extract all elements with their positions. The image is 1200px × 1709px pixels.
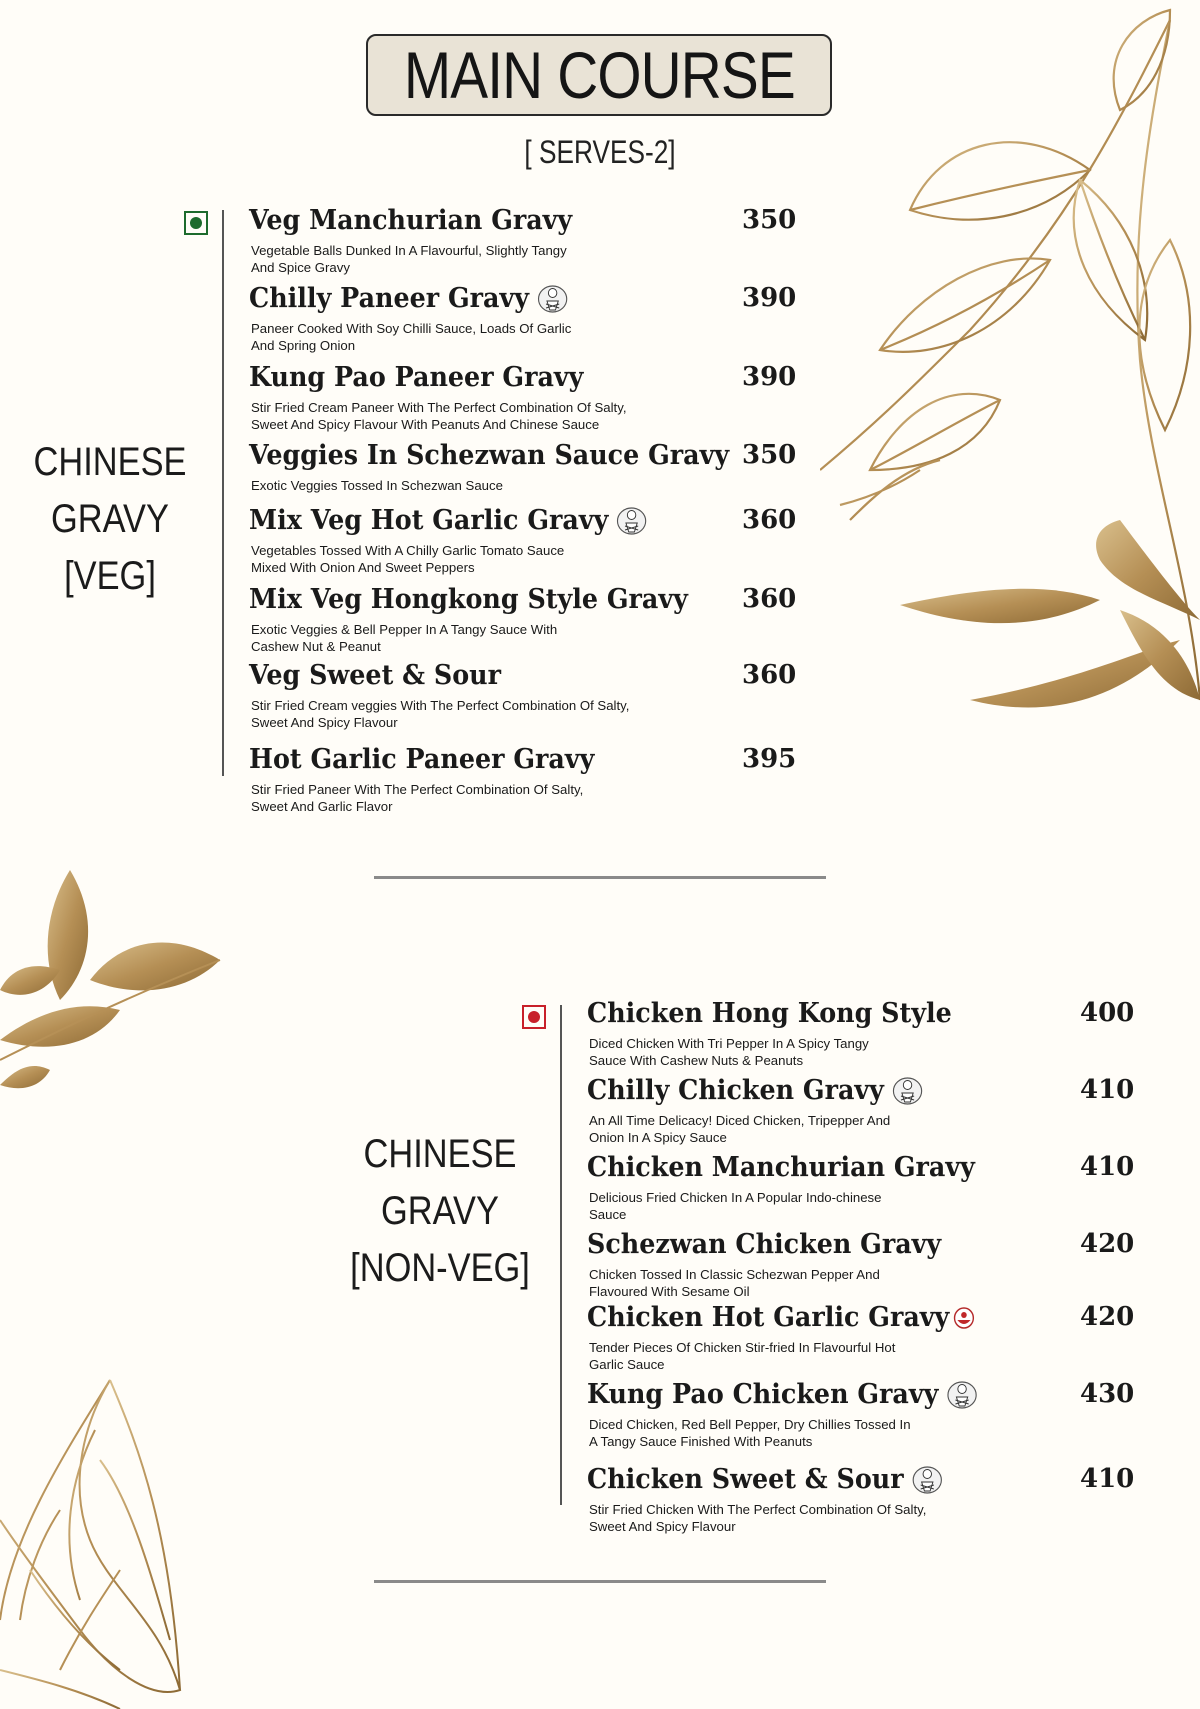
menu-item-description-line: Diced Chicken With Tri Pepper In A Spicy Tangy (589, 1036, 869, 1051)
menu-item-price: 360 (742, 505, 797, 535)
menu-item-name-row (587, 1152, 975, 1183)
menu-item (249, 283, 802, 353)
menu-item-price: 410 (1080, 1152, 1135, 1182)
menu-item-description-line: Mixed With Onion And Sweet Peppers (251, 560, 475, 575)
menu-item-description-line: Sweet And Garlic Flavor (251, 799, 393, 814)
menu-item-description-line: Stir Fried Cream Paneer With The Perfect Combination Of Salty, (251, 400, 627, 415)
menu-item-description-line: Diced Chicken, Red Bell Pepper, Dry Chillies Tossed In (589, 1417, 911, 1432)
menu-item-description-line: Vegetables Tossed With A Chilly Garlic Tomato Sauce (251, 543, 565, 558)
menu-item-description-line: Exotic Veggies Tossed In Schezwan Sauce (251, 478, 503, 493)
menu-item-description-line: Vegetable Balls Dunked In A Flavourful, Slightly Tangy (251, 243, 567, 258)
menu-item-price: 390 (742, 283, 797, 313)
menu-item-description-line: Onion In A Spicy Sauce (589, 1130, 727, 1145)
menu-item-description-line: Sauce With Cashew Nuts & Peanuts (589, 1053, 804, 1068)
page-title: MAIN COURSE (403, 38, 795, 112)
menu-item-name: Chilly Paneer Gravy (249, 283, 529, 314)
veg-indicator-icon (184, 211, 208, 235)
category-label-veg (33, 434, 188, 605)
menu-item-description (589, 1501, 926, 1535)
menu-item (587, 998, 1140, 1068)
menu-item (249, 584, 802, 654)
menu-item-name-row (249, 660, 501, 691)
category-label-line: [NON-VEG] (350, 1246, 530, 1290)
menu-item-description (251, 621, 557, 655)
chef-special-icon (616, 506, 648, 536)
menu-item (587, 1152, 1140, 1222)
section-divider-horizontal (374, 876, 826, 879)
menu-item-description-line: Stir Fried Cream veggies With The Perfect Combination Of Salty, (251, 698, 630, 713)
menu-item-name-row (249, 283, 568, 314)
menu-item-description (589, 1112, 890, 1146)
category-label-line: GRAVY (51, 497, 169, 541)
menu-item-description (589, 1189, 881, 1223)
category-label-line: [VEG] (64, 554, 156, 598)
menu-item-name: Chicken Hong Kong Style (587, 998, 952, 1029)
menu-item-description (251, 542, 564, 576)
section-divider-horizontal (374, 1580, 826, 1583)
menu-item-price: 400 (1080, 998, 1135, 1028)
menu-item-name-row (249, 584, 688, 615)
menu-item-name: Schezwan Chicken Gravy (587, 1229, 942, 1260)
menu-item-description (251, 781, 583, 815)
menu-item-name: Veg Manchurian Gravy (249, 205, 573, 236)
menu-item-description (251, 320, 571, 354)
category-label-line: CHINESE (33, 440, 187, 484)
menu-item-price: 410 (1080, 1075, 1135, 1105)
menu-item-description-line: And Spice Gravy (251, 260, 350, 275)
menu-item (249, 440, 802, 510)
menu-item-price: 420 (1080, 1229, 1135, 1259)
menu-item-description (251, 697, 629, 731)
menu-item-description-line: Paneer Cooked With Soy Chilli Sauce, Loads Of Garlic (251, 321, 572, 336)
gold-leaf-decoration-bottom-left (0, 1370, 200, 1709)
menu-item (249, 744, 802, 814)
menu-item (587, 1464, 1140, 1534)
menu-item-description-line: An All Time Delicacy! Diced Chicken, Tripepper And (589, 1113, 891, 1128)
non-veg-indicator-icon (522, 1005, 546, 1029)
section-divider-vertical (560, 1005, 562, 1505)
menu-item-name: Kung Pao Paneer Gravy (249, 362, 584, 393)
menu-item (249, 362, 802, 432)
menu-item-name-row (249, 744, 594, 775)
menu-item-name-row (587, 1379, 978, 1410)
menu-item (587, 1075, 1140, 1145)
menu-item (587, 1229, 1140, 1299)
menu-item-price: 410 (1080, 1464, 1135, 1494)
menu-item-description-line: Stir Fried Paneer With The Perfect Combination Of Salty, (251, 782, 584, 797)
menu-item-description-line: Tender Pieces Of Chicken Stir-fried In Flavourful Hot (589, 1340, 896, 1355)
menu-item-name-row (587, 998, 952, 1029)
menu-item-name-row (249, 205, 572, 236)
menu-item-description-line: A Tangy Sauce Finished With Peanuts (589, 1434, 813, 1449)
gold-leaf-decoration-middle-left (0, 860, 240, 1100)
category-label-non-veg (345, 1126, 534, 1297)
serves-note: [ SERVES-2] (524, 134, 676, 170)
menu-item-description (251, 242, 567, 276)
menu-item-name: Chicken Sweet & Sour (587, 1464, 904, 1495)
menu-item-price: 395 (742, 744, 797, 774)
menu-item-price: 390 (742, 362, 797, 392)
menu-item-name: Chilly Chicken Gravy (587, 1075, 884, 1106)
chef-special-icon (891, 1076, 923, 1106)
menu-item-description-line: Garlic Sauce (589, 1357, 665, 1372)
menu-item-description (589, 1339, 895, 1373)
category-label-line: GRAVY (381, 1189, 499, 1233)
menu-item-price: 350 (742, 205, 797, 235)
menu-item (249, 505, 802, 575)
menu-item-description-line: Stir Fried Chicken With The Perfect Combination Of Salty, (589, 1502, 927, 1517)
menu-item-description-line: And Spring Onion (251, 338, 356, 353)
menu-item-description (589, 1035, 869, 1069)
menu-item-name-row (587, 1464, 943, 1495)
menu-item-description-line: Delicious Fried Chicken In A Popular Indo-chinese (589, 1190, 882, 1205)
menu-item (587, 1302, 1140, 1372)
menu-item-description (251, 477, 503, 494)
menu-item-price: 360 (742, 660, 797, 690)
chef-special-icon (536, 284, 568, 314)
menu-item-name-row (587, 1302, 976, 1333)
menu-item-name: Veg Sweet & Sour (249, 660, 501, 691)
menu-item-name-row (249, 440, 729, 471)
recommended-icon (953, 1306, 976, 1330)
menu-item-price: 360 (742, 584, 797, 614)
menu-item-price: 350 (742, 440, 797, 470)
menu-item-name-row (587, 1229, 941, 1260)
menu-item (249, 660, 802, 730)
menu-item-description (251, 399, 627, 433)
menu-item (587, 1379, 1140, 1449)
menu-item-description-line: Sweet And Spicy Flavour With Peanuts And Chinese Sauce (251, 417, 600, 432)
title-banner (366, 34, 832, 116)
chef-special-icon (911, 1465, 943, 1495)
menu-item-name: Mix Veg Hongkong Style Gravy (249, 584, 688, 615)
menu-item-price: 420 (1080, 1302, 1135, 1332)
menu-item-name: Chicken Manchurian Gravy (587, 1152, 975, 1183)
menu-item-price: 430 (1080, 1379, 1135, 1409)
gold-leaf-decoration-top-right (820, 0, 1200, 760)
menu-item-name-row (587, 1075, 923, 1106)
category-label-line: CHINESE (363, 1132, 517, 1176)
menu-item-description-line: Chicken Tossed In Classic Schezwan Pepper And (589, 1267, 880, 1282)
menu-item-description-line: Flavoured With Sesame Oil (589, 1284, 750, 1299)
menu-item-name: Hot Garlic Paneer Gravy (249, 744, 595, 775)
menu-item-name: Mix Veg Hot Garlic Gravy (249, 505, 609, 536)
menu-item-description-line: Sauce (589, 1207, 627, 1222)
menu-item-name-row (249, 362, 583, 393)
menu-item-description-line: Sweet And Spicy Flavour (251, 715, 398, 730)
menu-item-description-line: Sweet And Spicy Flavour (589, 1519, 736, 1534)
menu-item-name: Chicken Hot Garlic Gravy (587, 1302, 950, 1333)
menu-item-name: Kung Pao Chicken Gravy (587, 1379, 939, 1410)
chef-special-icon (946, 1380, 978, 1410)
menu-item (249, 205, 802, 275)
menu-item-name: Veggies In Schezwan Sauce Gravy (249, 440, 730, 471)
menu-item-description (589, 1266, 880, 1300)
menu-item-name-row (249, 505, 648, 536)
menu-item-description-line: Cashew Nut & Peanut (251, 639, 381, 654)
menu-item-description (589, 1416, 911, 1450)
menu-item-description-line: Exotic Veggies & Bell Pepper In A Tangy Sauce With (251, 622, 558, 637)
section-divider-vertical (222, 210, 224, 776)
